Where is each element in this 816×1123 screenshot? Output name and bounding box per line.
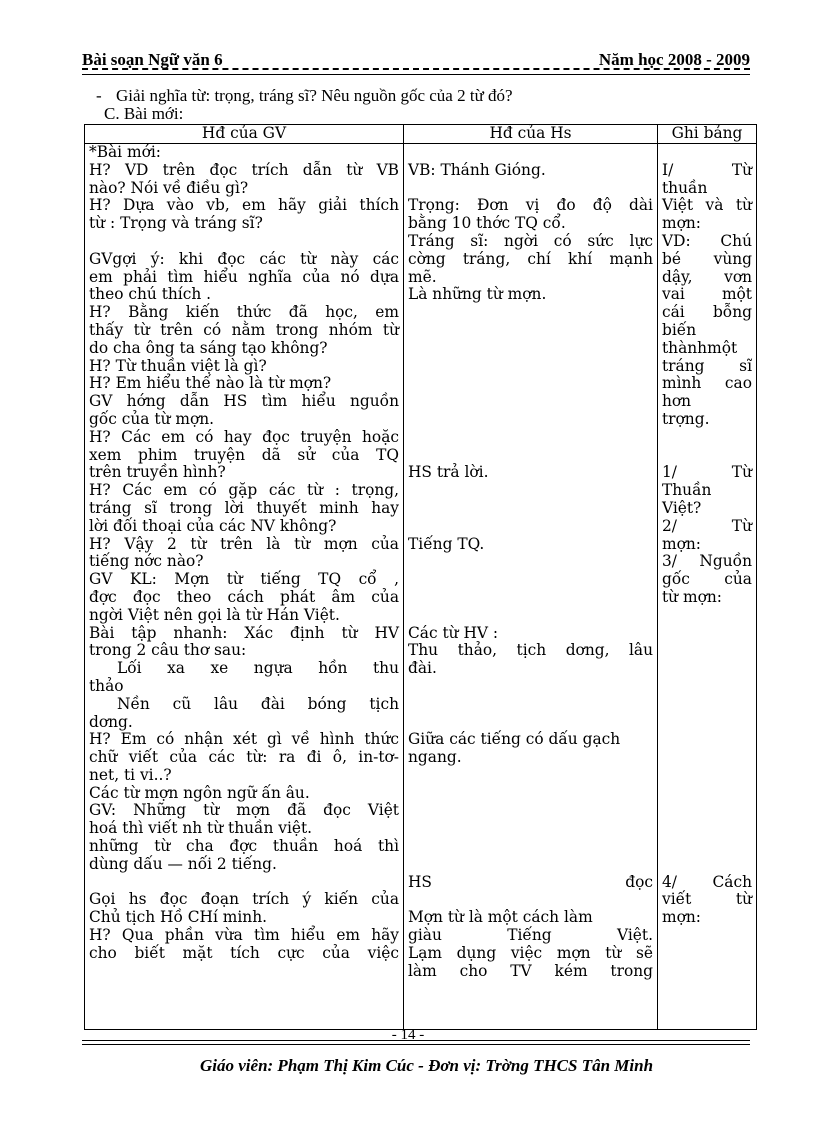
hs-line [408,553,653,571]
gb-line: hơn [662,392,692,411]
gb-line [662,785,752,803]
gv-line: net, ti vi..? [89,765,172,784]
header-student-activity: Hđ của Hs [404,125,658,144]
gb-line [662,802,752,820]
gb-line: Thuần [662,481,712,500]
gv-line: cho biết mặt tích cực của việc [89,943,399,962]
board-notes-cell [658,144,757,1030]
gv-line: dùng dấu — nối 2 tiếng. [89,854,277,873]
header-subject: Bài soạn Ngữ văn 6 [82,50,223,69]
gb-line: thuần [662,178,708,197]
gb-line: 2/ Từ [662,516,752,535]
gb-line: biến [662,320,697,339]
gb-line: mợn: [662,214,701,233]
gb-line: gốc của [662,570,752,589]
hs-line: Tráng sĩ: ngời có sức lực [408,231,653,250]
gb-line: trợng. [662,409,710,428]
gb-line: tráng sĩ [662,356,752,375]
hs-line [408,500,653,518]
hs-line: ngang. [408,748,462,767]
gb-line: VD: Chú [662,231,752,250]
gb-line: mợn: [662,534,701,553]
gb-line [662,856,752,874]
gb-line: mợn: [662,908,701,927]
hs-line [408,340,653,358]
hs-line [408,482,653,500]
gv-line: GV hớng dẫn HS tìm hiểu nguồn [89,392,399,411]
gv-line: gốc của từ mợn. [89,409,215,428]
footer-divider [82,1040,750,1045]
gv-line: Gọi hs đọc đoạn trích ý kiến của [89,890,399,909]
gv-line: Các từ mợn ngôn ngữ ấn âu. [89,783,310,802]
gv-line: xem phim truyện dã sử của TQ [89,445,399,464]
gv-line: H? Dựa vào vb, em hãy giải thích [89,196,399,215]
review-question-text: Giải nghĩa từ: trọng, tráng sĩ? Nêu nguồn gốc của 2 từ đó? [116,86,513,105]
hs-line: đài. [408,659,437,678]
gb-line [662,678,752,696]
hs-line [408,180,653,198]
hs-line [408,589,653,607]
gb-line: bé vùng [662,249,752,268]
hs-line: Tiếng TQ. [408,534,485,553]
bullet-dash: - [96,86,102,105]
hs-line: VB: Thánh Gióng. [408,160,546,179]
gb-line [662,714,752,732]
hs-line [408,429,653,447]
gb-line [662,749,752,767]
hs-line [408,358,653,376]
hs-line [408,304,653,322]
gv-line: từ : Trọng và tráng sĩ? [89,214,263,233]
gv-line [89,874,399,892]
gv-line: lời đối thoại của các NV không? [89,516,337,535]
hs-line: Lạm dụng việc mợn từ sẽ [408,943,653,962]
gb-line: Việt? [662,498,702,517]
gv-line: H? Qua phần vừa tìm hiểu em hãy [89,926,399,945]
gv-line: thảo [89,676,124,695]
gv-line: H? Vậy 2 từ trên là từ mợn của [89,534,399,553]
gb-line [662,838,752,856]
hs-line [408,802,653,820]
hs-line: giàu Tiếng Việt. [408,926,653,945]
hs-line [408,447,653,465]
hs-line [408,144,653,162]
hs-line [408,571,653,589]
gv-line: trong 2 câu thơ sau: [89,641,247,660]
gv-line: H? Em hiểu thế nào là từ mợn? [89,374,332,393]
hs-line [408,820,653,838]
gb-line [662,429,752,447]
gb-line: I/ Từ [662,160,752,179]
gb-line: vai một [662,285,752,304]
gb-line: 3/ Nguồn [662,552,752,571]
hs-line [408,678,653,696]
gv-line: Lối xa xe ngựa hồn thu [117,659,399,678]
gv-line: theo chú thích . [89,285,212,304]
gb-line [662,927,752,945]
hs-line [408,785,653,803]
gv-line: trên truyền hình? [89,463,226,482]
gv-line: Bài tập nhanh: Xác định từ HV [89,623,399,642]
section-title: C. Bài mới: [104,104,184,123]
hs-line: mẽ. [408,267,437,286]
gv-line: GV KL: Mợn từ tiếng TQ cổ , [89,570,399,589]
gv-line: những từ cha đợc thuần hoá thì [89,837,399,856]
gv-line: chữ viết của các từ: ra đi ô, in-tơ- [89,748,399,767]
hs-line [408,607,653,625]
hs-line [408,767,653,785]
page-footer: Giáo viên: Phạm Thị Kim Cúc - Đơn vị: Trờng THCS Tân Minh [200,1056,654,1075]
gv-line: thấy từ trên có nằm trong nhóm từ [89,320,399,339]
gb-line: Việt và từ [662,196,752,215]
hs-line [408,856,653,874]
gb-line: cái bỗng [662,303,752,322]
gv-line: hoá thì viết nh từ thuần việt. [89,819,313,838]
gb-line [662,660,752,678]
gb-line [662,767,752,785]
gv-line: GV: Những từ mợn đã đọc Việt [89,801,399,820]
gv-line: nào? Nói về điều gì? [89,178,249,197]
gv-line: do cha ông ta sáng tạo không? [89,338,328,357]
hs-line [408,518,653,536]
gv-line: H? Em có nhận xét gì về hình thức [89,730,399,749]
gb-line: 1/ Từ [662,463,752,482]
gb-line [662,642,752,660]
page-number: - 14 - [391,1027,425,1043]
gb-line [662,731,752,749]
hs-line: HS trả lời. [408,463,489,482]
gv-line: dơng. [89,712,133,731]
gb-line [662,696,752,714]
gv-line: đợc đọc theo cách phát âm của [89,587,399,606]
hs-line: Các từ HV : [408,623,499,642]
header-teacher-activity: Hđ của GV [85,125,404,144]
hs-line [408,714,653,732]
gb-line [662,820,752,838]
hs-line [408,411,653,429]
gb-line [662,144,752,162]
hs-line: HS đọc [408,872,653,891]
gv-line: GVgợi ý: khi đọc các từ này các [89,249,399,268]
gv-line: H? Các em có hay đọc truyện hoặc [89,427,399,446]
gv-line: ngời Việt nên gọi là từ Hán Việt. [89,605,340,624]
gb-line: từ mợn: [662,587,722,606]
teacher-activity-cell [85,144,404,1030]
gb-line: viết từ [662,890,752,909]
gv-line: H? Các em có gặp các từ : trọng, [89,481,399,500]
hs-line: Thu thảo, tịch dơng, lâu [408,641,653,660]
hs-line [408,838,653,856]
gb-line: 4/ Cách [662,872,752,891]
gv-line: tiếng nớc nào? [89,552,204,571]
header-board-notes: Ghi bảng [658,125,757,144]
student-activity-cell [404,144,658,1030]
hs-line [408,322,653,340]
table-body-row [85,144,757,1030]
gv-line: H? Bằng kiến thức đã học, em [89,303,399,322]
gv-line: tráng sĩ trong lời thuyết minh hay [89,498,399,517]
hs-line: Giữa các tiếng có dấu gạch [408,730,621,749]
hs-line: Trọng: Đơn vị đo độ dài [408,196,653,215]
gv-line: em phải tìm hiểu nghĩa của nó dựa [89,267,399,286]
hs-line: Là những từ mợn. [408,285,547,304]
gv-line [89,233,399,251]
gv-line: *Bài mới: [89,143,161,161]
header-school-year: Năm học 2008 - 2009 [598,50,750,69]
gb-line [662,625,752,643]
gb-line: mình cao [662,374,752,393]
review-question [96,86,513,106]
gv-line: Nền cũ lâu đài bóng tịch [117,694,399,713]
hs-line [408,393,653,411]
hs-line: làm cho TV kém trong [408,961,653,980]
hs-line: cờng tráng, chí khí mạnh [408,249,653,268]
gb-line [662,945,752,963]
gb-line [662,447,752,465]
gb-line [662,607,752,625]
gv-line: Chủ tịch Hồ CHí minh. [89,908,267,927]
header-divider [82,68,750,75]
hs-line: Mợn từ là một cách làm [408,908,593,927]
hs-line [408,696,653,714]
gv-line: H? VD trên đọc trích dẫn từ VB [89,160,399,179]
hs-line: bằng 10 thớc TQ cổ. [408,214,566,233]
lesson-table [84,124,757,1030]
table-header-row [85,125,757,144]
gv-line: H? Từ thuần việt là gì? [89,356,267,375]
hs-line [408,375,653,393]
gb-line: dậy, vơn [662,267,752,286]
hs-line [408,891,653,909]
gb-line: thànhmột [662,338,738,357]
